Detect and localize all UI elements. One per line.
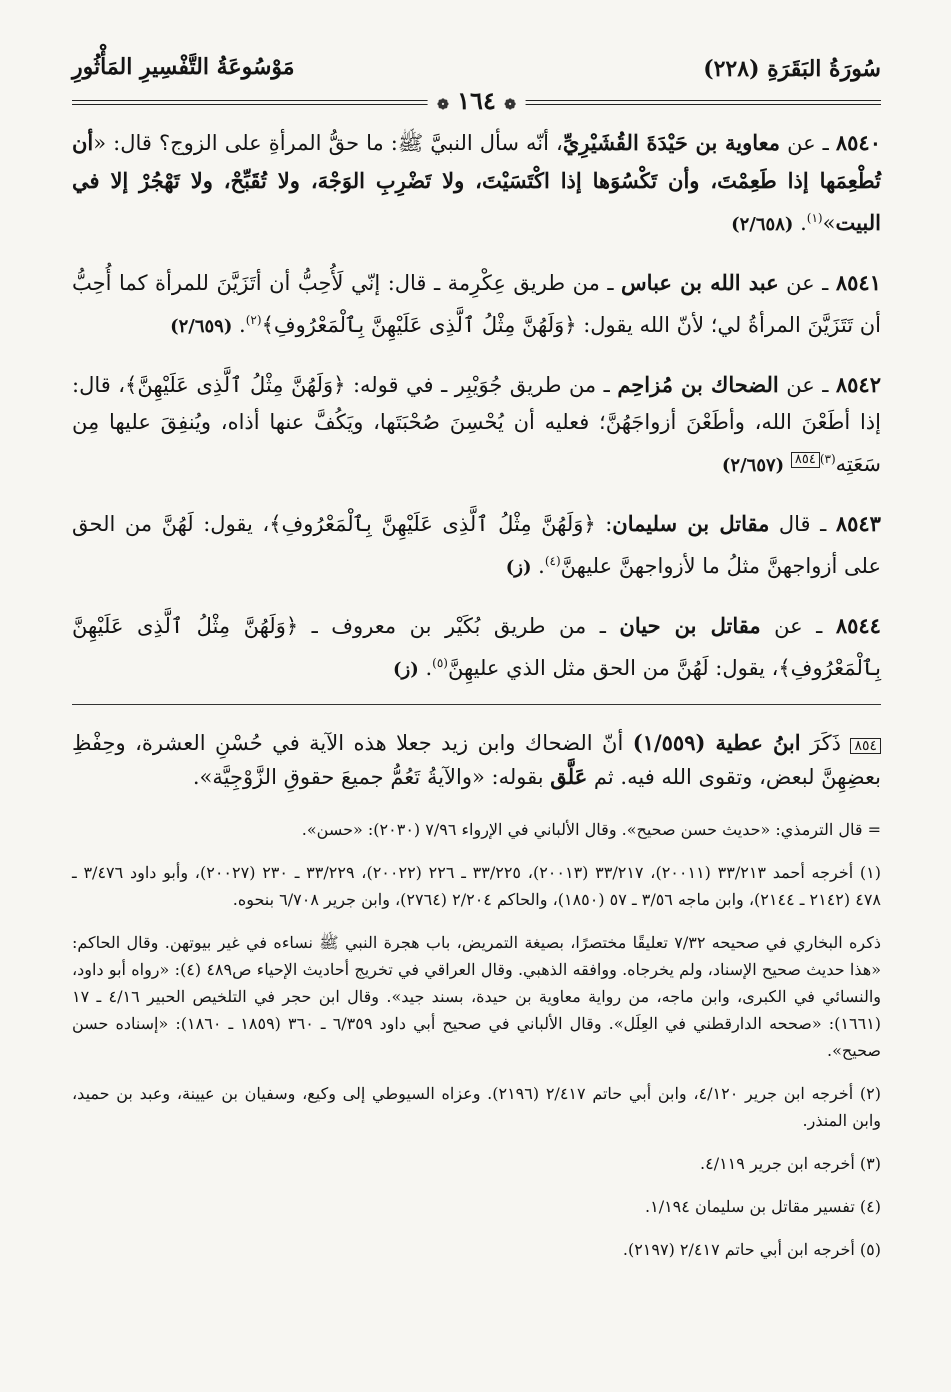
footnote-5: (٥) أخرجه ابن أبي حاتم ٢/٤١٧ (٢١٩٧). [622,1240,881,1259]
entry-8541: ٨٥٤١ ـ عن عبد الله بن عباس ـ من طريق عِكْرِمة ـ قال: إنّي لَأُحِبُّ أن أتَزَيَّنَ للمرأة كما أُحِبُّ أن تَتَزَيَّنَ المرأةُ لي؛ لأنّ الله يقول: ﴿وَلَهُنَّ مِثْلُ ٱلَّذِى عَلَيْهِنَّ بِٱلْمَعْرُوفِ﴾$^{(٢)}$. (٢/٦٥٩) [72,270,881,337]
footnote-marker[interactable]: (٤) [544,554,561,568]
narrator: مقاتل بن سليمان [612,511,770,536]
page-header [72,50,881,115]
commentary-verb: عَلَّق [550,764,588,789]
footnote-3: (٣) أخرجه ابن جرير ٤/١١٩. [700,1154,881,1173]
footnote-1: (١) أخرجه أحمد ٣٣/٢١٣ (٢٠٠١١)، ٣٣/٢١٧ (٢٠٠١٣)، ٣٣/٢٢٥ ـ ٢٢٦ (٢٠٠٢٢)، ٣٣/٢٢٩ ـ ٢٣٠ (٢٠٠٢٧)، وأبو داود ٣/٤٧٦ ـ ٤٧٨ (٢١٤٢ ـ ٢١٤٤)، وابن ماجه ٣/٥٦ ـ ٥٧ (١٨٥٠)، والحاكم ٢/٢٠٤ (٢٧٦٤)، وابن جرير ٦/٧٠٨ بنحوه. [72,863,881,909]
entry-number: ٨٥٤٠ [835,130,881,155]
commentary-number: ٨٥٤ [850,738,881,754]
footnotes [72,816,881,1263]
footnote-2: (٢) أخرجه ابن جرير ٤/١٢٠، وابن أبي حاتم ٢/٤١٧ (٢١٩٦). وعزاه السيوطي إلى وكيع، وسفيان بن عيينة، وعبد بن حميد، وابن المنذر. [72,1084,882,1130]
footnote-1-cont: ذكره البخاري في صحيحه ٧/٣٢ تعليقًا مختصرًا، بصيغة التمريض، باب هجرة النبي ﷺ نساءه في غير بيوتهن. وقال الحاكم: «هذا حديث صحيح الإسناد، ولم يخرجاه. ووافقه الذهبي. وقال العراقي في تخريج أحاديث الإحياء ص٤٨٩ (٤): «رواه أبو داود، والنسائي في الكبرى، وابن ماجه، من رواية معاوية بن حيدة، بسند جيد». وقال ابن حجر في التلخيص الحبير ٤/١٦ ـ ١٧ (١٦٦١): «صححه الدارقطني في العِلَل». وقال الألباني في صحيح أبي داود ٦/٣٥٩ ـ ٣٦٠ (١٨٥٩ ـ ١٨٦٠): «إسناده حسن صحيح». [72,933,882,1060]
narrator: عبد الله بن عباس [621,270,779,295]
quran-verse: ﴿وَلَهُنَّ مِثْلُ ٱلَّذِى عَلَيْهِنَّ بِٱلْمَعْرُوفِ﴾ [269,512,596,536]
entry-number: ٨٥٤٤ [835,613,881,638]
ornament-icon: ❁ [504,97,516,113]
ornament-icon: ❁ [437,97,449,113]
quran-verse: ﴿وَلَهُنَّ مِثْلُ ٱلَّذِى عَلَيْهِنَّ بِٱلْمَعْرُوفِ﴾ [72,614,881,680]
quran-verse: ﴿وَلَهُنَّ مِثْلُ ٱلَّذِى عَلَيْهِنَّ بِٱلْمَعْرُوفِ﴾ [261,313,577,337]
narrator: الضحاك بن مُزاحِم [617,372,779,397]
narrator: معاوية بن حَيْدَةَ القُشَيْرِيِّ [562,130,781,155]
footnote-marker[interactable]: (٥) [432,656,448,670]
reference: (٢/٦٥٨) [731,214,794,235]
entry-8542: ٨٥٤٢ ـ عن الضحاك بن مُزاحِم ـ من طريق جُوَيْبِر ـ في قوله: ﴿وَلَهُنَّ مِثْلُ ٱلَّذِى عَلَيْهِنَّ﴾، قال: إذا أطَعْنَ الله، وأطَعْنَ أزواجَهُنَّ؛ فعليه أن يُحْسِنَ صُحْبَتَها، ويَكُفَّ عنها أذاه، ويُنفِقَ عليها مِن سَعَتِه$^{(٣)}$٨٥٤ (٢/٦٥٧) [72,372,881,476]
entry-8540: ٨٥٤٠ ـ عن معاوية بن حَيْدَةَ القُشَيْرِيِّ، أنّه سأل النبيَّ ﷺ: ما حقُّ المرأةِ على الزوج؟ قال: «أن تُطْعِمَها إذا طَعِمْتَ، وأن تَكْسُوَها إذا اكْتَسَيْتَ، ولا تَضْرِبِ الوَجْهَ، ولا تُقَبِّحْ، ولا تَهْجُرْ إلا في البيت»$^{(١)}$. (٢/٦٥٨) [72,130,881,235]
entry-8544: ٨٥٤٤ ـ عن مقاتل بن حيان ـ من طريق بُكَيْر بن معروف ـ ﴿وَلَهُنَّ مِثْلُ ٱلَّذِى عَلَيْهِنَّ بِٱلْمَعْرُوفِ﴾، يقول: لَهُنَّ من الحق مثل الذي عليهِنَّ$^{(٥)}$. (ز) [72,613,881,680]
page-number: ❁ ١٦٤ ❁ [427,86,526,115]
main-text [72,124,881,1263]
hadith-quote: أن تُطْعِمَها إذا طَعِمْتَ، وأن تَكْسُوَها إذا اكْتَسَيْتَ، ولا تَضْرِبِ الوَجْهَ، ولا تُقَبِّحْ، ولا تَهْجُرْ إلا في البيت [72,130,881,235]
commentary-author: ابنُ عطية (١/٥٥٩) [632,730,801,755]
entry-number: ٨٥٤١ [835,270,881,295]
reference: (٢/٦٥٧) [721,455,785,476]
footnote-continued: = قال الترمذي: «حديث حسن صحيح». وقال الألباني في الإرواء ٧/٩٦ (٢٠٣٠): «حسن». [301,820,881,839]
footnote-marker[interactable]: (١) [806,211,823,225]
footnote-marker[interactable]: (٢) [245,313,262,327]
footnote-4: (٤) تفسير مقاتل بن سليمان ١/١٩٤. [645,1197,881,1216]
footnote-marker[interactable]: (٣) [819,452,836,466]
entry-8543: ٨٥٤٣ ـ قال مقاتل بن سليمان: ﴿وَلَهُنَّ مِثْلُ ٱلَّذِى عَلَيْهِنَّ بِٱلْمَعْرُوفِ﴾، يقول: لَهُنَّ من الحق على أزواجهنَّ مثلُ ما لأزواجهنَّ عليهنَّ$^{(٤)}$. (ز) [72,511,881,578]
commentary-divider [72,704,881,705]
reference: (ز) [393,659,419,680]
book-title: مَوْسُوعَةُ التَّفْسِيرِ المَأْثُورِ [72,54,295,80]
reference: (٢/٦٥٩) [170,316,233,337]
surah-title: سُورَةُ البَقَرَةِ (٢٢٨) [703,56,881,82]
entry-number: ٨٥٤٢ [835,372,881,397]
commentary-marker[interactable]: ٨٥٤ [791,452,820,468]
reference: (ز) [505,557,532,578]
narrator: مقاتل بن حيان [619,613,761,638]
quran-verse: ﴿وَلَهُنَّ مِثْلُ ٱلَّذِى عَلَيْهِنَّ﴾ [125,373,346,397]
entry-number: ٨٥٤٣ [835,511,881,536]
commentary-note: ٨٥٤ ذَكَرَ ابنُ عطية (١/٥٥٩) أنّ الضحاك وابن زيد جعلا هذه الآية في حُسْنِ العشرة، وحِفْظِ بعضِهِنَّ لبعض، وتقوى الله فيه. ثم عَلَّق بقوله: «والآيةُ تَعُمُّ جميعَ حقوقِ الزَّوْجِيَّة». [72,730,881,789]
